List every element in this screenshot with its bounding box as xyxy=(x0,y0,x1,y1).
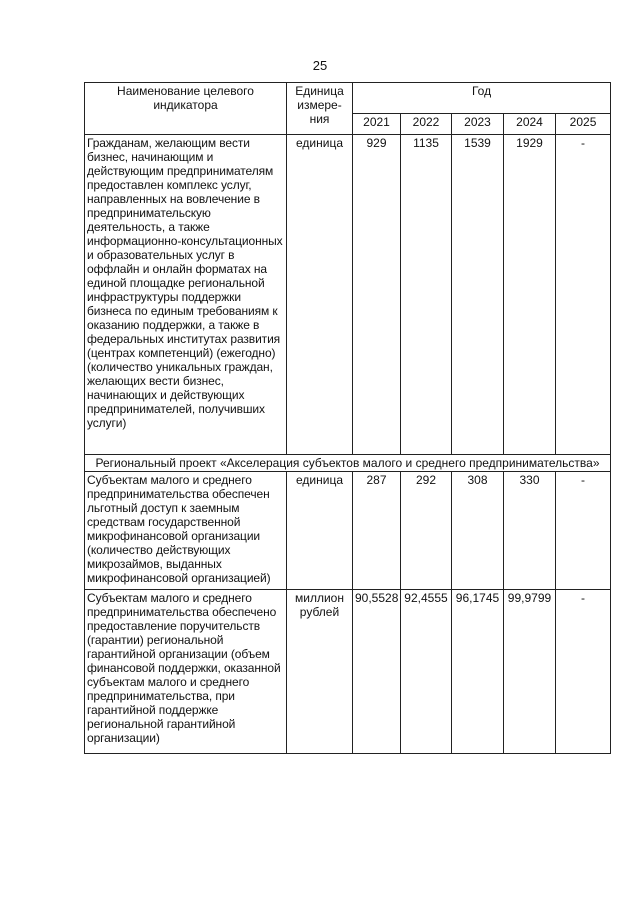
value-cell: 929 xyxy=(353,135,401,455)
value-cell: - xyxy=(556,135,611,455)
header-indicator-name: Наименование целевого индикатора xyxy=(85,83,287,135)
value-cell: 90,5528 xyxy=(353,590,401,754)
header-year-2022: 2022 xyxy=(401,114,452,135)
header-year: Год xyxy=(353,83,611,114)
value-cell: 92,4555 xyxy=(401,590,452,754)
header-year-2025: 2025 xyxy=(556,114,611,135)
section-row xyxy=(85,455,611,472)
value-cell: 96,1745 xyxy=(452,590,504,754)
unit-cell: единица xyxy=(287,135,353,455)
value-cell: - xyxy=(556,472,611,590)
value-cell: 99,9799 xyxy=(504,590,556,754)
indicator-name: Субъектам малого и среднего предпринимательства обеспечено предоставление поручительств (гарантии) региональной гарантийной организации (объем финансовой поддержки, оказанной субъектам малого и среднего предпринимательства, при гарантийной поддержке региональной гарантийной организации) xyxy=(85,590,287,754)
indicator-name: Гражданам, желающим вести бизнес, начинающим и действующим предпринимателям предоставлен комплекс услуг, направленных на вовлечение в предпринимательскую деятельность, а также информационно-консультационных и образовательных услуг в оффлайн и онлайн форматах на единой площадке региональной инфраструктуры поддержки бизнеса по единым требованиям к оказанию поддержки, а также в федеральных институтах развития (центрах компетенций) (ежегодно) (количество уникальных граждан, желающих вести бизнес, начинающих и действующих предпринимателей, получивших услуги) xyxy=(85,135,287,455)
unit-cell: единица xyxy=(287,472,353,590)
indicator-name: Субъектам малого и среднего предпринимательства обеспечен льготный доступ к заемным средствам государственной микрофинансовой организации (количество действующих микрозаймов, выданных микрофинансовой организацией) xyxy=(85,472,287,590)
table-row xyxy=(85,590,611,754)
value-cell: 308 xyxy=(452,472,504,590)
indicator-table xyxy=(84,82,611,754)
value-cell: 287 xyxy=(353,472,401,590)
unit-cell: миллион рублей xyxy=(287,590,353,754)
section-title: Региональный проект «Акселерация субъектов малого и среднего предпринимательства» xyxy=(85,455,611,472)
value-cell: 330 xyxy=(504,472,556,590)
header-unit: Единица измере-ния xyxy=(287,83,353,135)
header-year-2024: 2024 xyxy=(504,114,556,135)
table-row xyxy=(85,135,611,455)
header-row xyxy=(85,83,611,114)
value-cell: 1929 xyxy=(504,135,556,455)
header-year-2021: 2021 xyxy=(353,114,401,135)
value-cell: 1135 xyxy=(401,135,452,455)
header-year-2023: 2023 xyxy=(452,114,504,135)
value-cell: 1539 xyxy=(452,135,504,455)
value-cell: 292 xyxy=(401,472,452,590)
table-row xyxy=(85,472,611,590)
page-number: 25 xyxy=(312,58,328,73)
value-cell: - xyxy=(556,590,611,754)
